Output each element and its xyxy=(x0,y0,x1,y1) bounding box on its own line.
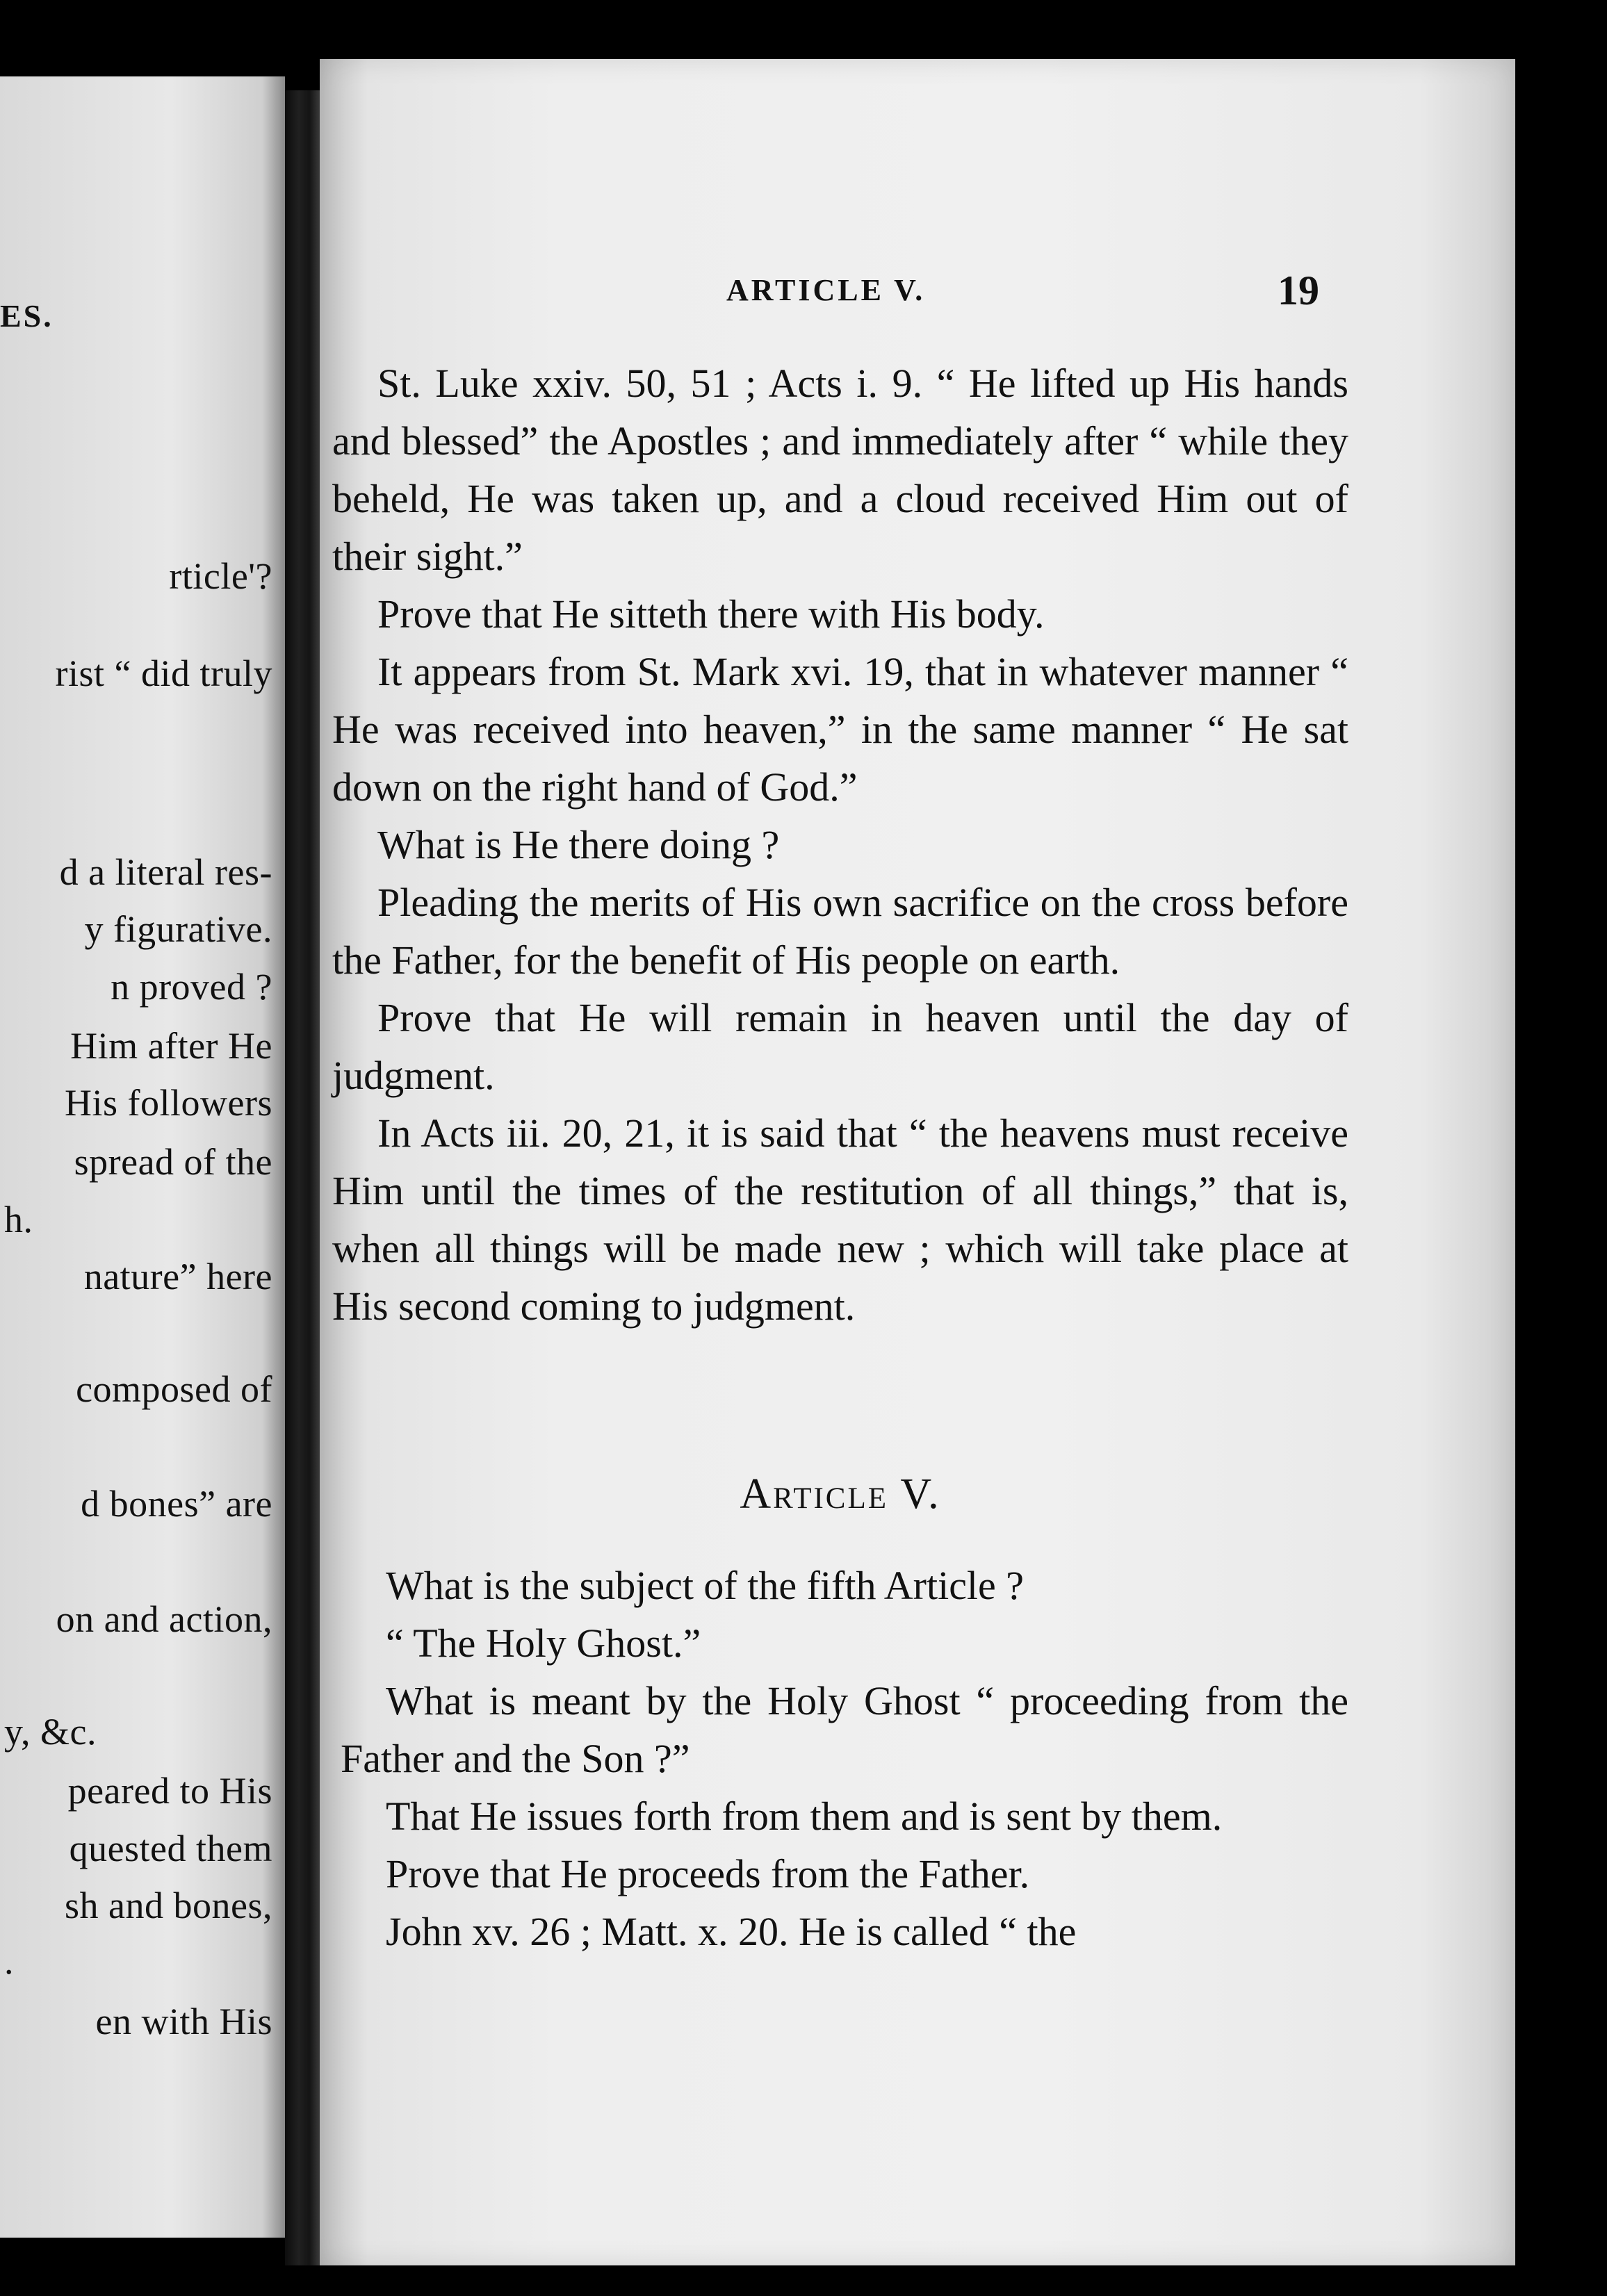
paragraph: That He issues forth from them and is sent by them. xyxy=(386,1794,1223,1839)
book-gutter xyxy=(285,90,320,2265)
left-line: composed of xyxy=(76,1368,272,1410)
body-text xyxy=(332,354,1348,1335)
paragraph: What is He there doing ? xyxy=(377,822,780,867)
left-page xyxy=(0,76,285,2238)
paragraph: Pleading the merits of His own sacrifice on the cross before the Father, for the benefit of His people on earth. xyxy=(332,880,1348,983)
paragraph: What is the subject of the fifth Article ? xyxy=(386,1563,1025,1608)
paragraph: John xv. 26 ; Matt. x. 20. He is called “ the xyxy=(386,1909,1077,1954)
body-text-2 xyxy=(341,1557,1348,1960)
left-line: spread of the xyxy=(74,1141,272,1183)
paragraph: St. Luke xxiv. 50, 51 ; Acts i. 9. “ He lifted up His hands and blessed” the Apostles ; and immediately after “ while they beheld, He was taken up, and a cloud received Him out of their sight.” xyxy=(332,361,1348,579)
left-running-head: ES. xyxy=(0,298,54,334)
paragraph: Prove that He will remain in heaven until the day of judgment. xyxy=(332,995,1348,1098)
left-line: en with His xyxy=(95,2001,272,2042)
paragraph: In Acts iii. 20, 21, it is said that “ the heavens must receive Him until the times of the restitution of all things,” that is, when all things will be made new ; which will take place at His second coming to judgment. xyxy=(332,1110,1348,1329)
page-number: 19 xyxy=(1278,268,1319,313)
left-line: nature” here xyxy=(83,1256,272,1297)
left-line: rist “ did truly xyxy=(55,653,272,694)
section-heading: Article V. xyxy=(740,1470,941,1518)
left-line: quested them xyxy=(69,1828,272,1869)
left-line: . xyxy=(4,1940,14,1982)
paragraph: “ The Holy Ghost.” xyxy=(386,1621,701,1666)
left-line: n proved ? xyxy=(111,966,272,1008)
left-line: d a literal res- xyxy=(59,851,272,893)
left-line: His followers xyxy=(65,1082,272,1124)
left-line: on and action, xyxy=(56,1598,272,1640)
paragraph: What is meant by the Holy Ghost “ proceeding from the Father and the Son ?” xyxy=(341,1678,1348,1781)
left-line: y, &c. xyxy=(4,1711,97,1753)
left-line: Him after He xyxy=(70,1025,272,1067)
left-line: y figurative. xyxy=(84,908,272,950)
left-line: rticle'? xyxy=(169,555,272,597)
paragraph: It appears from St. Mark xvi. 19, that in whatever manner “ He was received into heaven,” in the same manner “ He sat down on the right hand of God.” xyxy=(332,649,1348,810)
running-head: ARTICLE V. xyxy=(726,273,926,307)
left-line: d bones” are xyxy=(81,1483,272,1525)
paragraph: Prove that He proceeds from the Father. xyxy=(386,1851,1030,1896)
left-line: peared to His xyxy=(67,1770,272,1812)
paragraph: Prove that He sitteth there with His body. xyxy=(377,591,1045,637)
left-line: sh and bones, xyxy=(65,1885,272,1926)
left-line: h. xyxy=(4,1199,33,1240)
